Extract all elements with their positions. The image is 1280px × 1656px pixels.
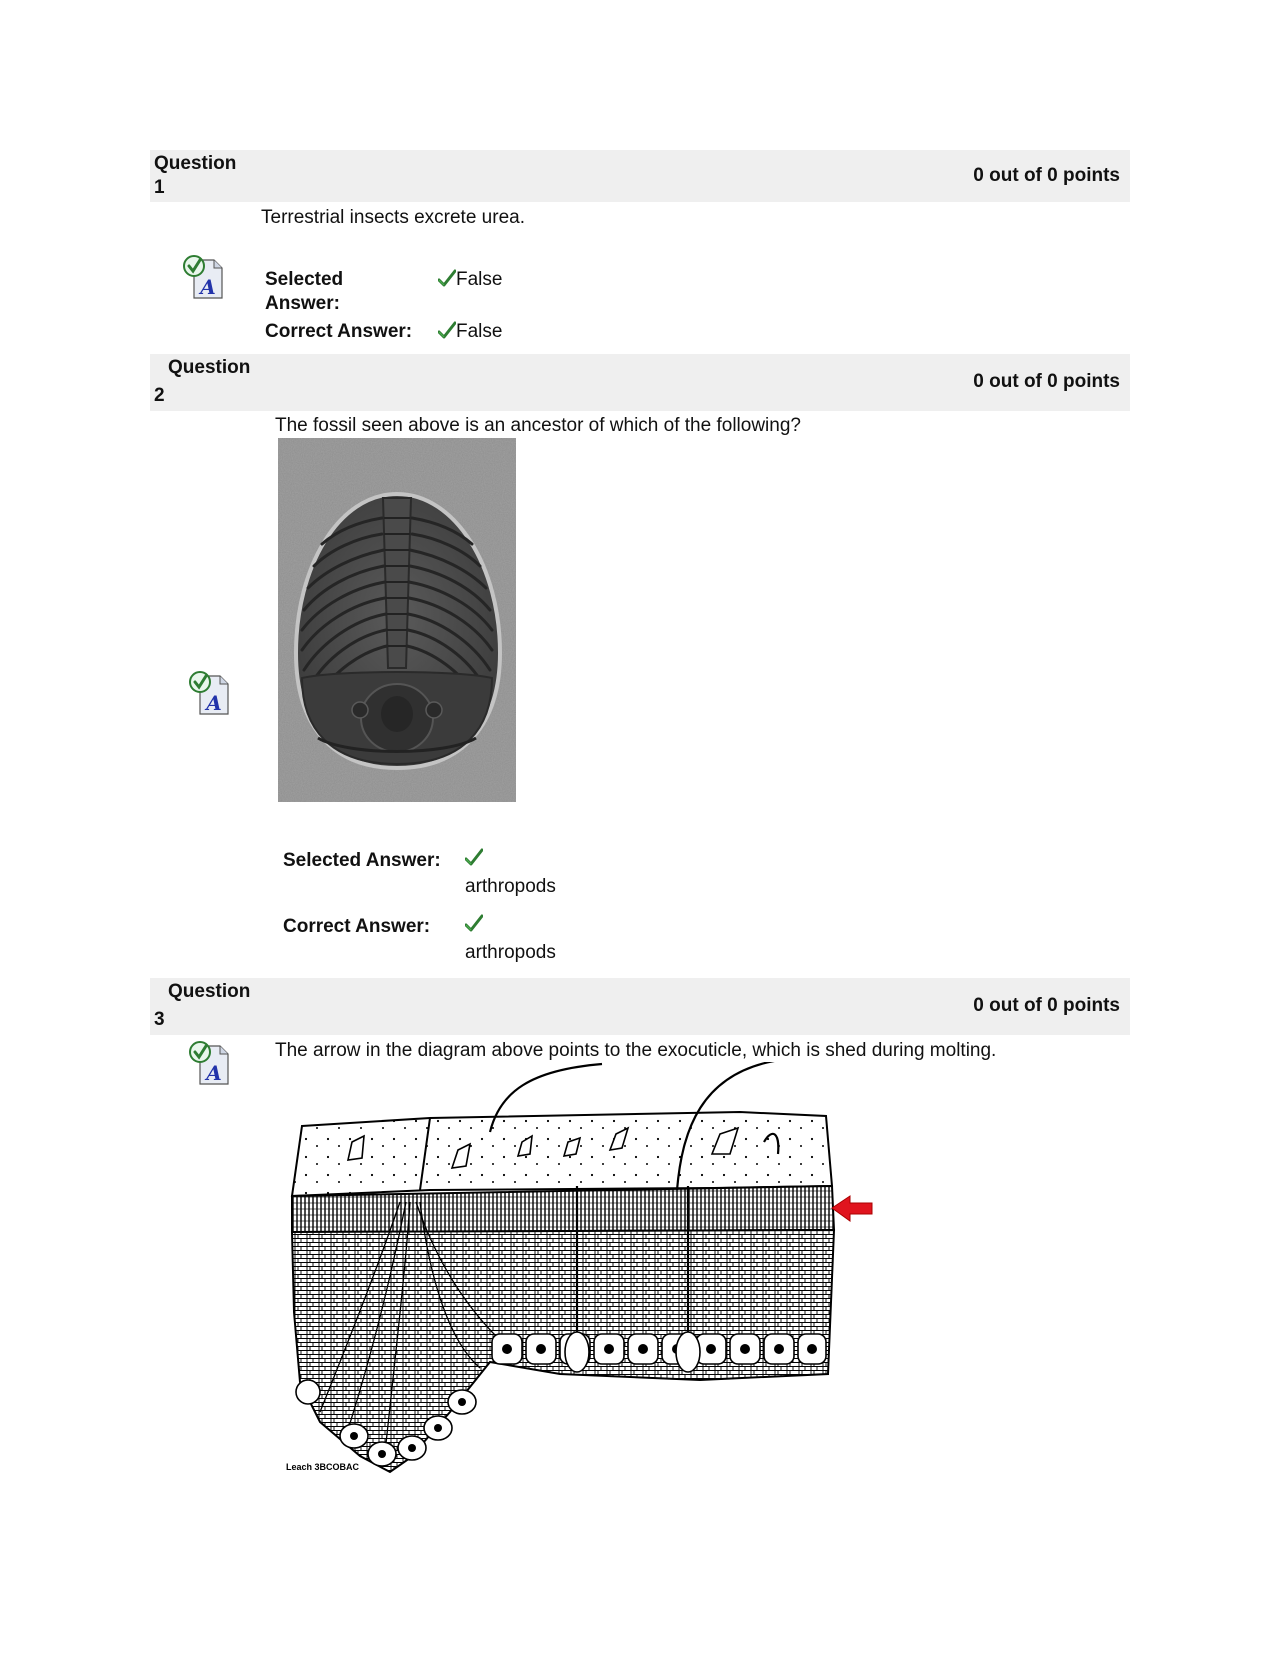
question-1-label-word: Question xyxy=(154,153,237,174)
question-1-points: 0 out of 0 points xyxy=(973,165,1120,186)
question-3-label-number: 3 xyxy=(154,1009,165,1030)
question-2-selected-answer xyxy=(465,847,556,899)
correct-check-icon xyxy=(438,269,456,287)
question-3-text: The arrow in the diagram above points to the exocuticle, which is shed during molting. xyxy=(275,1040,997,1061)
question-1-text: Terrestrial insects excrete urea. xyxy=(261,207,525,228)
question-1-label-number: 1 xyxy=(154,177,165,198)
question-3-label-word: Question xyxy=(168,981,251,1002)
trilobite-fossil-image xyxy=(278,438,516,802)
question-1-header xyxy=(150,150,1130,202)
question-3-type-icon xyxy=(188,1040,232,1086)
question-3-points: 0 out of 0 points xyxy=(973,995,1120,1016)
question-1-selected-answer xyxy=(438,268,502,292)
exocuticle-pointer-arrow xyxy=(832,1196,872,1221)
question-1-correct-answer xyxy=(438,320,502,344)
question-1-selected-value: False xyxy=(456,269,503,290)
question-2-type-icon xyxy=(188,670,232,716)
insect-cuticle-diagram xyxy=(280,1062,884,1474)
question-2-label xyxy=(154,354,250,410)
question-2-header xyxy=(150,354,1130,411)
question-1-label xyxy=(154,150,236,202)
question-1-type-icon xyxy=(182,254,226,300)
question-2-label-number: 2 xyxy=(154,385,165,406)
correct-check-icon xyxy=(465,914,483,932)
question-1-correct-label: Correct Answer: xyxy=(265,321,413,342)
question-2-points: 0 out of 0 points xyxy=(973,371,1120,392)
correct-check-icon xyxy=(438,321,456,339)
selected-label-line2: Answer: xyxy=(265,293,340,314)
question-2-correct-value: arthropods xyxy=(465,942,556,963)
question-3-label xyxy=(154,978,250,1034)
selected-label-line1: Selected xyxy=(265,269,344,290)
figure-caption: Leach 3BCOBAC xyxy=(286,1462,360,1472)
question-2-correct-label: Correct Answer: xyxy=(283,916,431,937)
question-2-label-word: Question xyxy=(168,357,251,378)
correct-check-icon xyxy=(465,848,483,866)
question-2-correct-answer xyxy=(465,913,556,965)
question-2-selected-label: Selected Answer: xyxy=(283,850,441,871)
question-2-text: The fossil seen above is an ancestor of which of the following? xyxy=(275,415,801,436)
question-2-selected-value: arthropods xyxy=(465,876,556,897)
question-3-header xyxy=(150,978,1130,1035)
question-1-correct-value: False xyxy=(456,321,503,342)
question-1-selected-label xyxy=(265,268,343,316)
